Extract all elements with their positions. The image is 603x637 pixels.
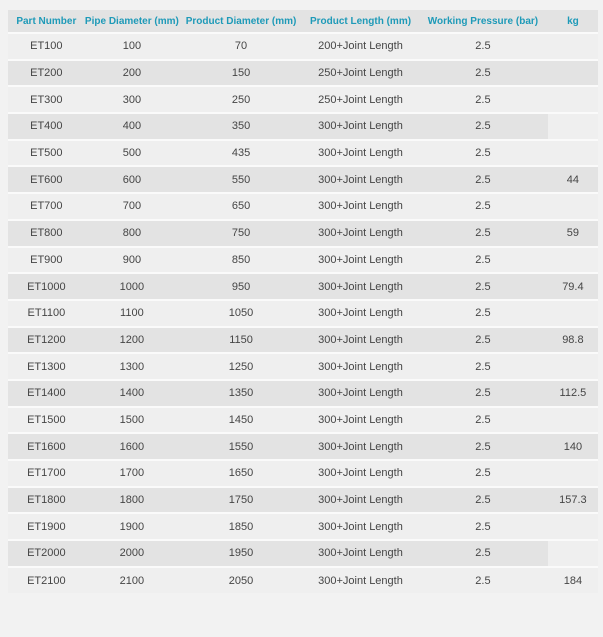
- cell-part: ET2100: [8, 567, 85, 594]
- column-header-part-number: Part Number: [8, 10, 85, 33]
- cell-product-diameter: 1050: [179, 300, 303, 327]
- cell-pipe: 2100: [85, 567, 179, 594]
- cell-kg: 44: [548, 166, 598, 193]
- cell-product-diameter: 1850: [179, 513, 303, 540]
- cell-kg: [548, 513, 598, 540]
- cell-pipe: 1900: [85, 513, 179, 540]
- cell-product-diameter: 250: [179, 86, 303, 113]
- cell-product-diameter: 1750: [179, 487, 303, 514]
- cell-part: ET1900: [8, 513, 85, 540]
- table-row: [8, 567, 598, 594]
- cell-product-diameter: 1250: [179, 353, 303, 380]
- cell-kg: 59: [548, 220, 598, 247]
- cell-length: 300+Joint Length: [303, 193, 418, 220]
- cell-length: 300+Joint Length: [303, 273, 418, 300]
- table-row: [8, 220, 598, 247]
- cell-product-diameter: 950: [179, 273, 303, 300]
- cell-length: 300+Joint Length: [303, 327, 418, 354]
- table-row: [8, 380, 598, 407]
- table-row: [8, 86, 598, 113]
- cell-pipe: 1100: [85, 300, 179, 327]
- cell-product-diameter: 1950: [179, 540, 303, 567]
- cell-pressure: 2.5: [418, 540, 548, 567]
- cell-kg: 157.3: [548, 487, 598, 514]
- cell-part: ET800: [8, 220, 85, 247]
- cell-pressure: 2.5: [418, 247, 548, 274]
- table-row: [8, 327, 598, 354]
- cell-pressure: 2.5: [418, 460, 548, 487]
- table-row: [8, 407, 598, 434]
- cell-pipe: 1500: [85, 407, 179, 434]
- cell-kg: 184: [548, 567, 598, 594]
- table-row: [8, 487, 598, 514]
- cell-pressure: 2.5: [418, 273, 548, 300]
- cell-length: 300+Joint Length: [303, 380, 418, 407]
- cell-kg: [548, 353, 598, 380]
- cell-part: ET1300: [8, 353, 85, 380]
- cell-pipe: 1600: [85, 433, 179, 460]
- table-row: [8, 193, 598, 220]
- cell-part: ET300: [8, 86, 85, 113]
- cell-pipe: 2000: [85, 540, 179, 567]
- cell-part: ET1200: [8, 327, 85, 354]
- cell-length: 300+Joint Length: [303, 433, 418, 460]
- cell-pressure: 2.5: [418, 353, 548, 380]
- table-row: [8, 166, 598, 193]
- cell-length: 300+Joint Length: [303, 540, 418, 567]
- cell-product-diameter: 650: [179, 193, 303, 220]
- table-row: [8, 140, 598, 167]
- cell-pipe: 900: [85, 247, 179, 274]
- cell-product-diameter: 150: [179, 60, 303, 87]
- cell-part: ET200: [8, 60, 85, 87]
- cell-pressure: 2.5: [418, 60, 548, 87]
- table-row: [8, 460, 598, 487]
- table-row: [8, 433, 598, 460]
- table-row: [8, 33, 598, 60]
- cell-kg: [548, 140, 598, 167]
- table-row: [8, 60, 598, 87]
- column-header-working-pressure: Working Pressure (bar): [418, 10, 548, 33]
- cell-product-diameter: 2050: [179, 567, 303, 594]
- cell-pressure: 2.5: [418, 86, 548, 113]
- cell-length: 250+Joint Length: [303, 86, 418, 113]
- cell-part: ET1000: [8, 273, 85, 300]
- cell-length: 300+Joint Length: [303, 487, 418, 514]
- cell-product-diameter: 1350: [179, 380, 303, 407]
- cell-length: 200+Joint Length: [303, 33, 418, 60]
- cell-part: ET500: [8, 140, 85, 167]
- cell-pressure: 2.5: [418, 327, 548, 354]
- cell-length: 300+Joint Length: [303, 460, 418, 487]
- cell-kg: [548, 300, 598, 327]
- column-header-kg: kg: [548, 10, 598, 33]
- cell-kg: 98.8: [548, 327, 598, 354]
- cell-length: 300+Joint Length: [303, 353, 418, 380]
- cell-part: ET700: [8, 193, 85, 220]
- cell-product-diameter: 1650: [179, 460, 303, 487]
- table-row: [8, 353, 598, 380]
- cell-kg: [548, 247, 598, 274]
- cell-pressure: 2.5: [418, 567, 548, 594]
- cell-length: 300+Joint Length: [303, 513, 418, 540]
- cell-length: 300+Joint Length: [303, 166, 418, 193]
- cell-kg: [548, 113, 598, 140]
- cell-kg: [548, 86, 598, 113]
- cell-pipe: 300: [85, 86, 179, 113]
- cell-length: 300+Joint Length: [303, 567, 418, 594]
- cell-pressure: 2.5: [418, 113, 548, 140]
- table-row: [8, 273, 598, 300]
- cell-part: ET2000: [8, 540, 85, 567]
- table-row: [8, 113, 598, 140]
- cell-part: ET600: [8, 166, 85, 193]
- cell-kg: 79.4: [548, 273, 598, 300]
- cell-pressure: 2.5: [418, 487, 548, 514]
- cell-part: ET1600: [8, 433, 85, 460]
- cell-pipe: 1200: [85, 327, 179, 354]
- cell-length: 300+Joint Length: [303, 140, 418, 167]
- cell-product-diameter: 1550: [179, 433, 303, 460]
- cell-product-diameter: 750: [179, 220, 303, 247]
- cell-pressure: 2.5: [418, 433, 548, 460]
- cell-pressure: 2.5: [418, 140, 548, 167]
- cell-part: ET1500: [8, 407, 85, 434]
- cell-kg: [548, 33, 598, 60]
- cell-part: ET1400: [8, 380, 85, 407]
- cell-length: 300+Joint Length: [303, 300, 418, 327]
- cell-part: ET1800: [8, 487, 85, 514]
- cell-kg: 112.5: [548, 380, 598, 407]
- cell-product-diameter: 550: [179, 166, 303, 193]
- cell-product-diameter: 70: [179, 33, 303, 60]
- cell-part: ET900: [8, 247, 85, 274]
- cell-length: 300+Joint Length: [303, 247, 418, 274]
- cell-length: 300+Joint Length: [303, 407, 418, 434]
- cell-kg: [548, 193, 598, 220]
- table-body: [8, 33, 598, 593]
- cell-part: ET100: [8, 33, 85, 60]
- cell-product-diameter: 1450: [179, 407, 303, 434]
- cell-pressure: 2.5: [418, 407, 548, 434]
- cell-length: 250+Joint Length: [303, 60, 418, 87]
- cell-pressure: 2.5: [418, 380, 548, 407]
- cell-pipe: 1700: [85, 460, 179, 487]
- cell-product-diameter: 435: [179, 140, 303, 167]
- cell-kg: [548, 407, 598, 434]
- cell-pressure: 2.5: [418, 193, 548, 220]
- cell-pressure: 2.5: [418, 166, 548, 193]
- cell-pipe: 700: [85, 193, 179, 220]
- cell-pipe: 500: [85, 140, 179, 167]
- table-row: [8, 513, 598, 540]
- table-row: [8, 247, 598, 274]
- column-header-product-length: Product Length (mm): [303, 10, 418, 33]
- cell-part: ET1100: [8, 300, 85, 327]
- cell-part: ET400: [8, 113, 85, 140]
- cell-pressure: 2.5: [418, 513, 548, 540]
- column-header-pipe-diameter: Pipe Diameter (mm): [85, 10, 179, 33]
- cell-length: 300+Joint Length: [303, 220, 418, 247]
- cell-pipe: 100: [85, 33, 179, 60]
- cell-kg: [548, 540, 598, 567]
- cell-pressure: 2.5: [418, 300, 548, 327]
- table-header-row: [8, 10, 598, 33]
- table-header: [8, 10, 598, 33]
- product-spec-table: [8, 10, 598, 593]
- product-spec-table-container: [8, 10, 598, 593]
- cell-part: ET1700: [8, 460, 85, 487]
- cell-kg: [548, 60, 598, 87]
- cell-pipe: 400: [85, 113, 179, 140]
- cell-pipe: 600: [85, 166, 179, 193]
- cell-pipe: 200: [85, 60, 179, 87]
- cell-kg: 140: [548, 433, 598, 460]
- cell-pipe: 800: [85, 220, 179, 247]
- cell-pipe: 1400: [85, 380, 179, 407]
- cell-pipe: 1000: [85, 273, 179, 300]
- cell-pressure: 2.5: [418, 220, 548, 247]
- cell-product-diameter: 850: [179, 247, 303, 274]
- cell-product-diameter: 350: [179, 113, 303, 140]
- table-row: [8, 540, 598, 567]
- cell-length: 300+Joint Length: [303, 113, 418, 140]
- cell-pipe: 1300: [85, 353, 179, 380]
- cell-pressure: 2.5: [418, 33, 548, 60]
- column-header-product-diameter: Product Diameter (mm): [179, 10, 303, 33]
- cell-product-diameter: 1150: [179, 327, 303, 354]
- table-row: [8, 300, 598, 327]
- cell-kg: [548, 460, 598, 487]
- cell-pipe: 1800: [85, 487, 179, 514]
